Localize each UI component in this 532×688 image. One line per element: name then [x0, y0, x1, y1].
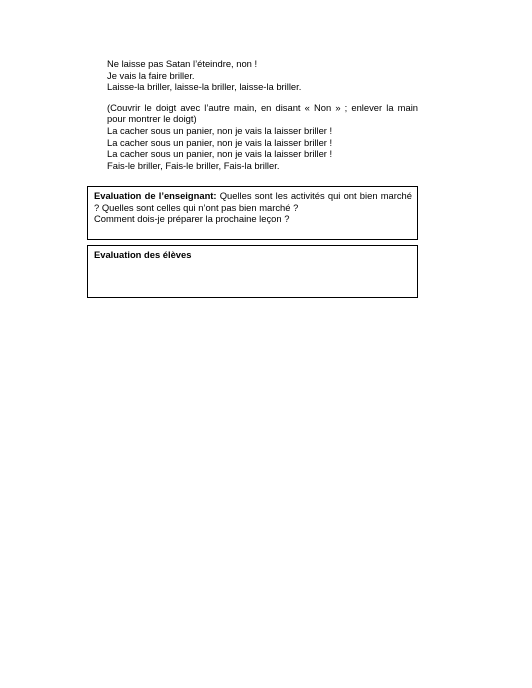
gesture-instruction: (Couvrir le doigt avec l’autre main, en disant « Non » ; enlever la main pour montrer le doigt)	[107, 101, 418, 125]
lyric-line: La cacher sous un panier, non je vais la laisser briller !	[107, 124, 333, 136]
song-lyrics	[107, 58, 418, 171]
stanza-gap	[107, 93, 418, 102]
lyric-line: Laisse-la briller, laisse-la briller, laisse-la briller.	[107, 81, 302, 93]
lyric-line: La cacher sous un panier, non je vais la laisser briller !	[107, 136, 333, 148]
student-evaluation-box	[87, 245, 418, 298]
lyric-line: Ne laisse pas Satan l’éteindre, non !	[107, 58, 258, 69]
lyric-line: Fais-le briller, Fais-le briller, Fais-la briller.	[107, 159, 280, 171]
teacher-evaluation-box	[87, 186, 418, 240]
teacher-evaluation-text	[94, 190, 412, 213]
teacher-evaluation-heading: Evaluation de l’enseignant:	[94, 190, 217, 201]
teacher-evaluation-question: Comment dois-je préparer la prochaine leçon ?	[94, 213, 290, 225]
student-evaluation-heading: Evaluation des élèves	[94, 249, 192, 260]
lyric-line: Je vais la faire briller.	[107, 69, 195, 81]
lyric-line: La cacher sous un panier, non je vais la laisser briller !	[107, 148, 333, 160]
teacher-evaluation-question: Quelles sont les activités qui ont bien marché ? Quelles sont celles qui n’ont pas bien marché ?	[94, 190, 412, 213]
